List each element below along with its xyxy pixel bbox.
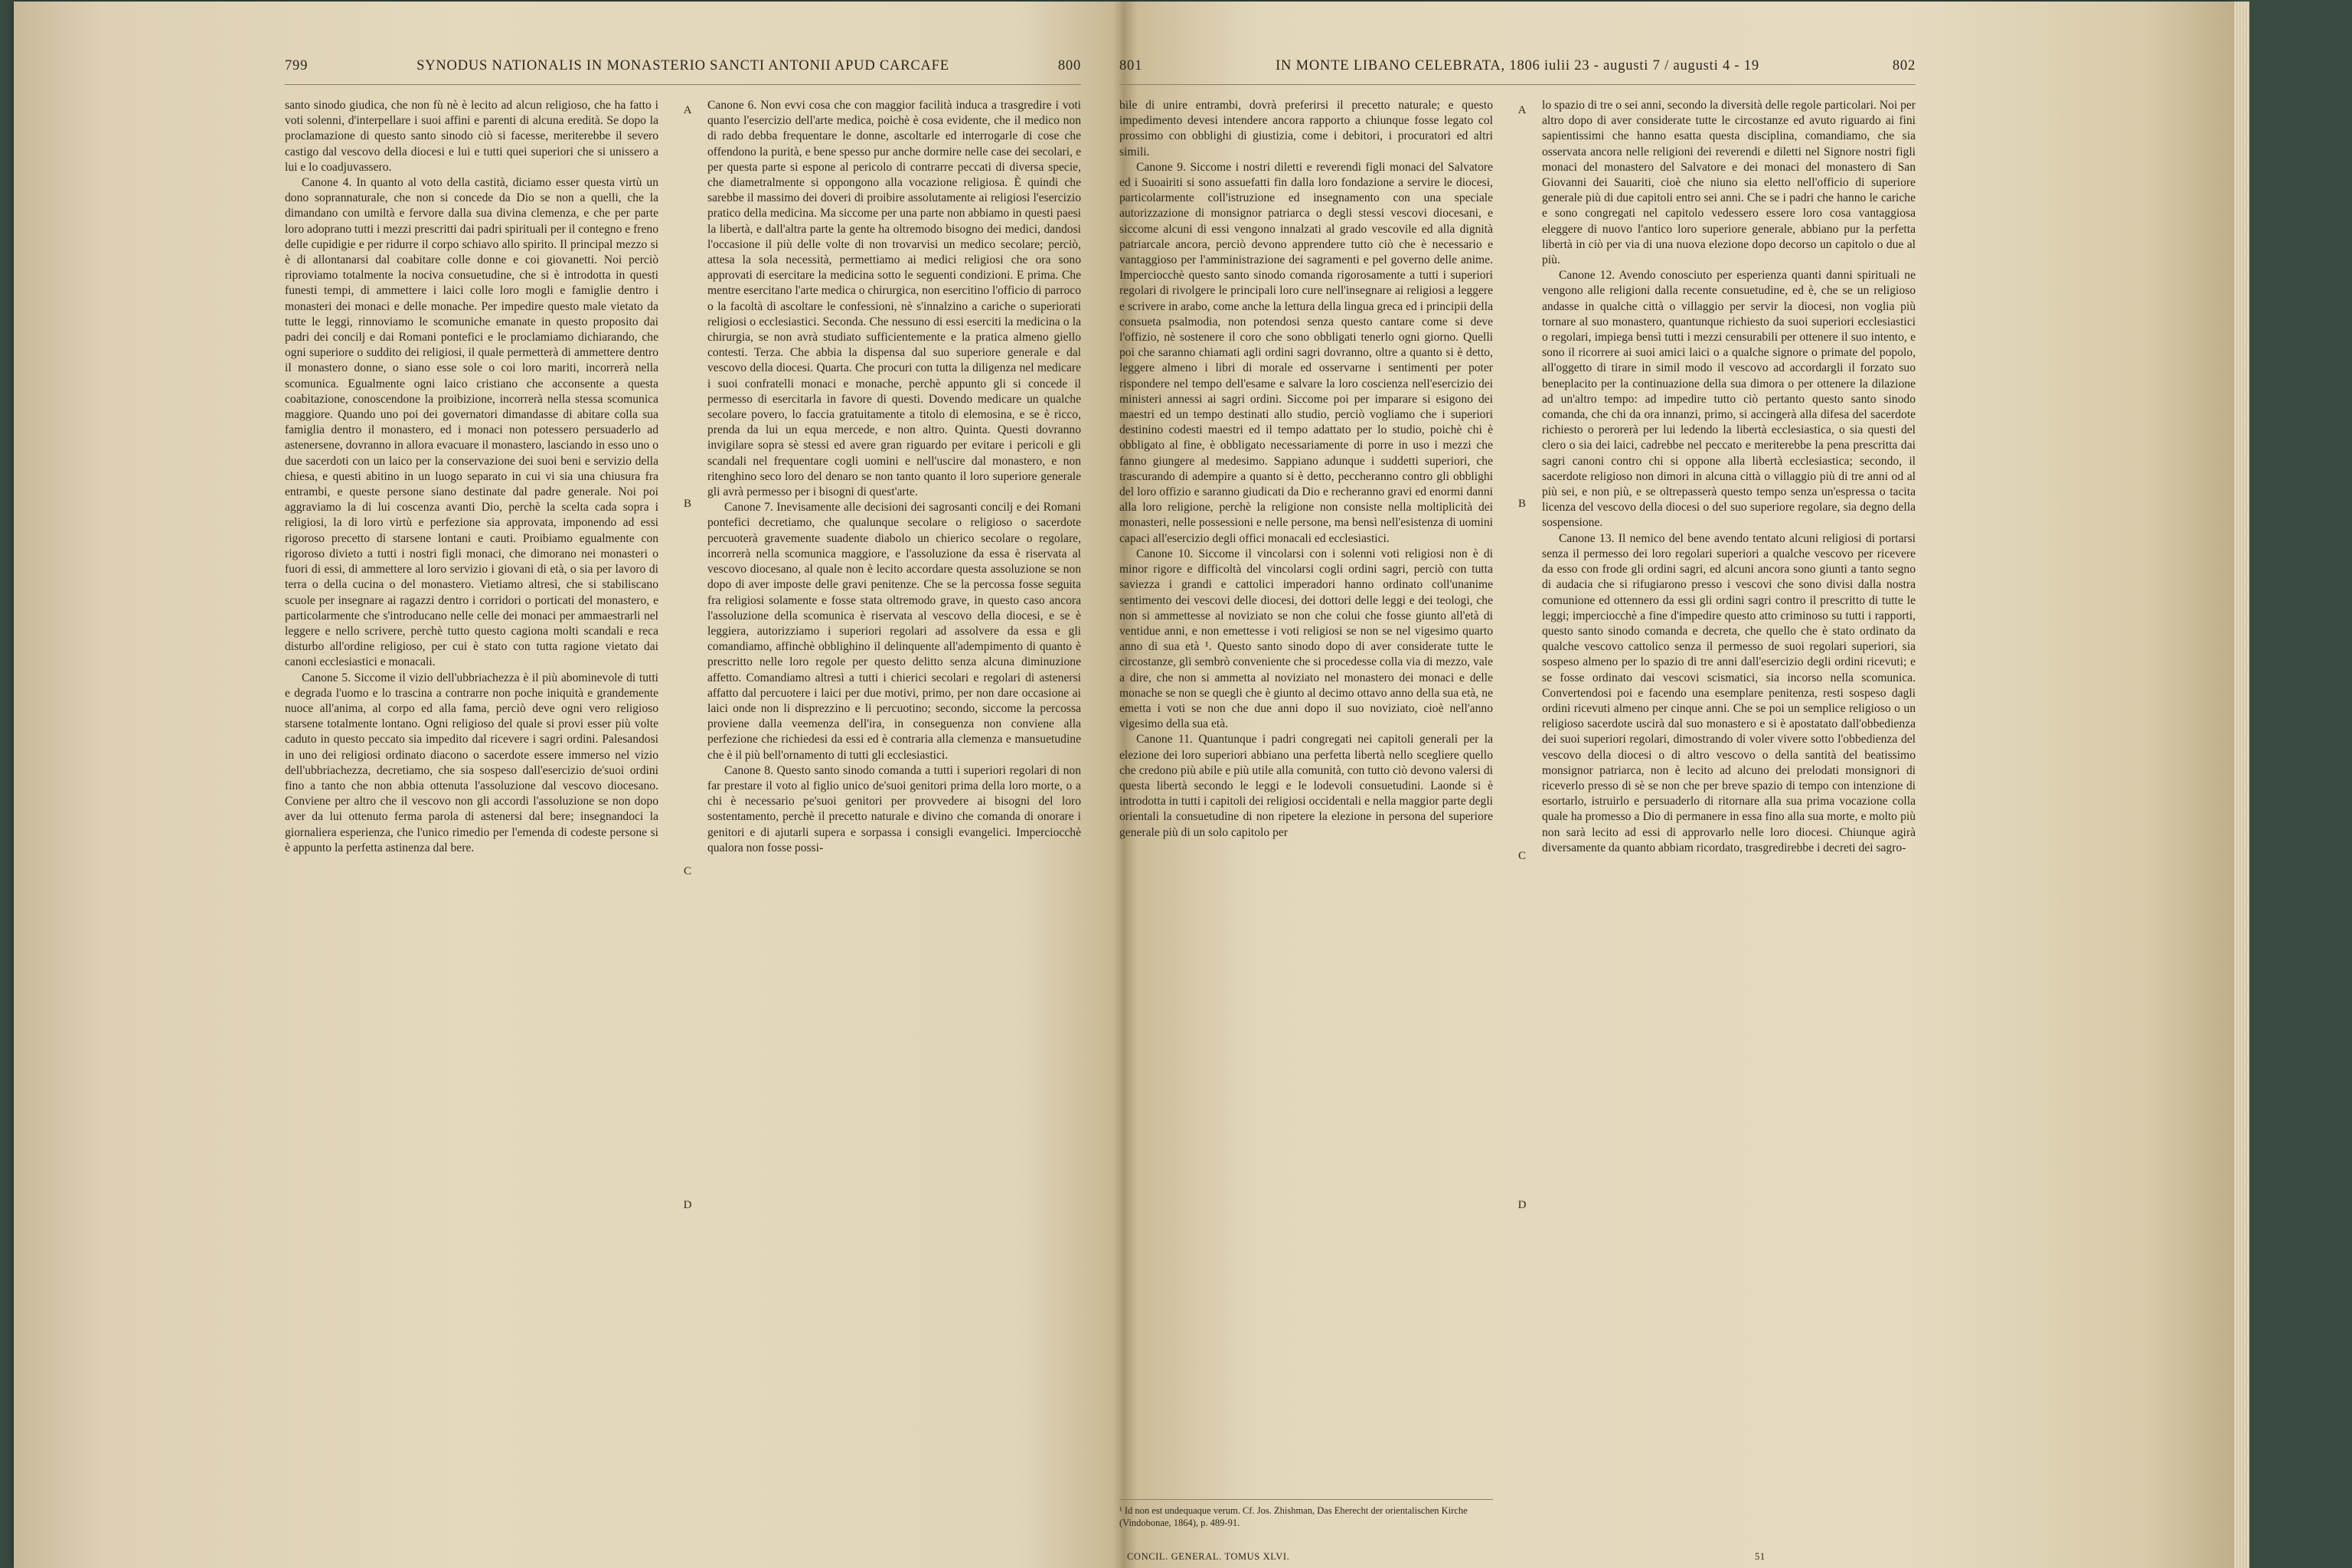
left-running-title: SYNODUS NATIONALIS IN MONASTERIO SANCTI ANTONII APUD CARCAFE	[416, 58, 949, 74]
paragraph: Canone 7. Inevisamente alle decisioni dei sagrosanti concilj e dei Romani pontefici decretiamo, che qualunque secolare o religioso o sacerdote percuoterà gravemente suadente diabolo un chierico secolare o regolare, incorrerà nella scomunica maggiore, e l'assoluzione da essa è riservata al vescovo diocesano, al quale non è lecito accordare questa assoluzione se non dopo di aver imposte delle gravi penitenze. Che se la percossa fosse seguita fra religiosi solamente e fosse stata oltremodo grave, in questo caso ancora l'assoluzione della scomunica è riservata al vescovo della diocesi, e se è leggiera, autorizziamo i superiori regolari ad assolvere da essa e gli comandiamo, affinchè obblighino il delinquente all'adempimento di quanto è prescritto nelle loro regole per questo delitto senza alcuna diminuzione affetto. Comandiamo altresì a tutti i chierici secolari e regolari di astenersi affatto dal percuotere i laici per due motivi, primo, per non dare occasione ai laici onde non li disprezzino e li percuotino; secondo, siccome la percossa proviene dalla veemenza dell'ira, in conseguenza non conviene alla perfezione che richiedesi da essi ed è contraria alla clemenza e mansuetudine che è il più bell'ornamento di tutti gli ecclesiastici.	[707, 501, 1081, 762]
margin-letter: B	[1517, 498, 1526, 510]
left-columns	[285, 98, 1081, 1568]
paragraph: santo sinodo giudica, che non fù nè è lecito ad alcun religioso, che ha fatto i voti solenni, d'interpellare i suoi affini e parenti di alcuna eredità. Se dopo la proclamazione di questo santo sinodo ciò si facesse, meriterebbe il severo castigo dal vescovo della diocesi e lui e tutti quei superiori che si unissero a lui e lo coadjuvassero.	[285, 99, 658, 174]
right-page-number-a: 801	[1119, 58, 1143, 74]
signature-number: 51	[1755, 1551, 1766, 1562]
left-page-number-b: 800	[1057, 58, 1081, 74]
paragraph: Canone 4. In quanto al voto della castità, diciamo esser questa virtù un dono soprannaturale, che non si concede da Dio se non a quelli, che la dimandano con umiltà e fervore dalla sua divina clemenza, e che per parte loro adoprano tutti i mezzi prescritti dai padri spirituali per il contegno e freno delle cupidigie e per ridurre il corpo schiavo allo spirito. Il principal mezzo si è di allontanarsi dal coabitare colle donne e coi giovanetti. Noi perciò riproviamo totalmente la nociva consuetudine, che si è introdotta in questi funesti tempi, di ammettere i laici colle loro mogli e famiglie dentro i monasteri dei monaci e delle monache. Per impedire questo male vietato da tutte le leggi, rinnoviamo le scomuniche emanate in questo proposito dai padri dei concilj e dai Romani pontefici e le proclamiamo dichiarando, che ogni superiore o suddito dei religiosi, il quale permetterà di ammettere dentro il monastero donne, o siano esse sole o coi loro mariti, incorrerà nella scomunica. Egualmente ogni laico cristiano che acconsente a questa coabitazione, conoscendone la proibizione, incorrerà nella stessa scomunica maggiore. Quando uno poi dei governatori dimandasse di abitare colla sua famiglia dentro il monastero, ed i monaci non potessero persuaderlo ad astenersene, dovranno in allora evacuare il monastero, lasciando in esso uno o due sacerdoti con un laico per la conservazione dei suoi beni e servizio della chiesa, e questi abitino in un luogo separato in cui vi sia una chiusura fra entrambi, e queste persone siano destinate dal padre generale. Noi poi aggraviamo la di lui coscenza avanti Dio, perchè la scelta cada sopra i religiosi, la di loro virtù e perfezione sia approvata, imponendo ad essi rigoroso precetto di starsene lontani e cauti. Proibiamo egualmente con rigoroso divieto a tutti i nostri figli monaci, che dimorano nei monasteri o fuori di essi, di ammettere al loro servizio i giovani di età, o sia per lavoro di terra o della cucina o del monastero. Vietiamo altresì, che si stabiliscano scuole per insegnare ai ragazzi dentro i corridori o porticati del monastero, e particolarmente che s'introducano nelle celle dei monaci per ammaestrarli nel leggere e nello scrivere, perchè tutto questo cagiona molti scandali e reca disturbo all'ordine religioso, per cui è stato con tutta ragione vietato dai canoni ecclesiastici e monacali.	[285, 176, 658, 669]
margin-letter: D	[683, 1199, 692, 1211]
paragraph: Canone 5. Siccome il vizio dell'ubbriachezza è il più abominevole di tutti e degrada l'uomo e lo trascina a contrarre non poche iniquità e grandemente nuoce all'anima, al corpo ed alla fama, perciò deve ogni vero religioso starsene totalmente lontano. Ogni religioso del quale si provi esser più volte caduto in questo peccato sia impedito dal ricevere i sagri ordini. Palesandosi in uno dei religiosi ordinato diacono o sacerdote essere immerso nel vizio dell'ubbriachezza, decretiamo, che sia sospeso dall'esercizio de'suoi ordini fino a tanto che non abbia ottenuta l'assoluzione dal vescovo diocesano. Conviene per altro che il vescovo non gli accordi l'assoluzione se non dopo aver da lui ottenuto ferma parola di astenersi dal bere; insegnandoci la giornaliera esperienza, che l'unico rimedio per l'emenda di codeste persone si è appunto la perfetta astinenza dal bere.	[285, 671, 658, 854]
margin-letter: C	[683, 865, 691, 877]
right-column-1	[1119, 98, 1493, 1484]
left-column-1	[285, 98, 658, 1568]
left-running-head	[285, 54, 1081, 85]
paragraph: lo spazio di tre o sei anni, secondo la diversità delle regole particolari. Noi per altro dopo di aver considerate tutte le circostanze ed avuto riguardo ai fini sapientissimi che hanno esatta questa disciplina, comandiamo, che sia osservata ancora nelle religioni dei reverendi e diletti nel Signore nostri figli monaci del monastero del Salvatore e dei monaci del monastero di San Giovanni dei Sauariti, cioè che niuno sia eletto nell'officio di superiore generale più di due capitoli entro sei anni. Che se i padri che hanno le cariche e sono congregati nel capitolo vedessero essere loro cosa vantaggiosa eleggere di nuovo l'antico loro superiore generale, abbiano pur la perfetta libertà in ciò per via di una nuova elezione dopo decorso un capitolo o due al più.	[1542, 99, 1916, 267]
right-page-number-b: 802	[1892, 58, 1916, 74]
left-column-2	[707, 98, 1081, 1568]
right-running-head	[1119, 54, 1916, 85]
right-columns	[1119, 98, 1916, 1568]
paragraph: Canone 6. Non evvi cosa che con maggior facilità induca a trasgredire i voti quanto l'esercizio dell'arte medica, poichè è cosa evidente, che il medico non di rado debba frequentare le donne, ascoltarle ed interrogarle di cose che offendono la purità, e bene spesso pur anche dormire nelle case dei secolari, e per questa parte si espone al pericolo di contrarre peccati di diversa specie, che diametralmente si oppongono alla vocazione religiosa. È quindi che sarebbe il massimo dei doveri di proibire assolutamente ai religiosi l'esercizio pratico della medicina. Ma siccome per una parte non abbiamo in questi paesi la libertà, e dall'altra parte la gente ha oltremodo bisogno dei medici, dandosi l'occasione il più delle volte di non trovarvisi un medico secolare; perciò, attesa la sola necessità, permettiamo ai medici religiosi che ora sono approvati di esercitare la medicina sotto le seguenti condizioni. E prima. Che mentre esercitano l'arte medica o chirurgica, non esercitino l'officio di parroco o la facoltà di ascoltare le confessioni, nè s'innalzino a cariche o superiorati religiosi o ecclesiastici. Seconda. Che nessuno di essi eserciti la medicina o la chirurgia, se non avrà studiato sufficientemente e la pratica almeno giello contesti. Terza. Che abbia la dispensa dal suo superiore generale e dal vescovo della diocesi. Quarta. Che procuri con tutta la diligenza nel medicare i suoi confratelli monaci e monache, perchè appunto gli si concede il permesso di esercitarla in favore di questi. Dovendo medicare un qualche secolare povero, lo faccia gratuitamente a titolo di elemosina, e se è ricco, prenda da lui un equa mercede, e non altro. Quinta. Questi dovranno invigilare sopra sè stessi ed avere gran riguardo per evitare i pericoli e gli scandali nel frequentare cogli uomini e nell'uscire dal monastero, e non ritenghino seco loro del denaro se non tanto quanto il loro superiore generale gli avrà permesso per i bisogni di quest'arte.	[707, 99, 1081, 499]
margin-letter: B	[683, 498, 691, 510]
right-running-title: IN MONTE LIBANO CELEBRATA, 1806 iulii 23 - augusti 7 / augusti 4 - 19	[1276, 58, 1759, 74]
paragraph: Canone 10. Siccome il vincolarsi con i solenni voti religiosi non è di minor rigore e difficoltà del vincolarsi cogli ordini sagri, perciò con tutta saviezza i grandi e cattolici imperadori hanno ordinato coll'unanime sentimento dei vescovi delle diocesi, dei dottori delle leggi e dei teologi, che non si ammettesse al noviziato se non che colui che fosse giunto all'età di ventidue anni, e non emettesse i voti religiosi se non se nel vigesimo quarto anno di sua età ¹. Questo santo sinodo dopo di aver considerate tutte le circostanze, gli sembrò conveniente che si procedesse colla via di mezzo, vale a dire, che non si ammetta al noviziato nel monastero dei monaci e delle monache se non se quegli che è giunto al decimo ottavo anno della sua età, ne emetta i voti se non che due anni dopo il suo noviziato, cioè nell'anno vigesimo della sua età.	[1119, 547, 1493, 731]
footnote: ¹ Id non est undequaque verum. Cf. Jos. Zhishman, Das Eherecht der orientalischen Kirche (Vindobonae, 1864), p. 489-91.	[1119, 1499, 1493, 1529]
paragraph: Canone 13. Il nemico del bene avendo tentato alcuni religiosi di portarsi senza il permesso dei loro regolari superiori a qualche vescovo per ricevere da esso con frode gli ordini sagri, ed alcuni ancora sono giunti a tanto segno di audacia che si rifugiarono presso i vescovi che sono divisi dalla nostra comunione ed ottennero da essi gli ordini sagri contro il prescritto di tutte le leggi; imperciocchè a fine d'impedire questo atto criminoso su tutti i rapporti, questo santo sinodo comanda e decreta, che quello che è stato ordinato da qualche vescovo cattolico senza il permesso de suoi regolari superiori, sia sospeso almeno per lo spazio di tre anni dall'esercizio degli ordini ricevuti; e se fosse ordinato dai vescovi scismatici, sia incorso nella scomunica. Convertendosi poi e facendo una esemplare penitenza, resti sospeso dagli ordini ricevuti almeno per cinque anni. Che se poi un semplice religioso o un religioso sacerdote uscirà dal suo monastero e si è apostatato dall'obbedienza dei suoi superiori regolari, dimostrando di voler vivere sotto l'obbedienza del vescovo della diocesi o di altro vescovo o della santità del beatissimo monsignor patriarca, non è lecito ad alcuno dei prelodati monsignori di riceverlo presso di sè se non che per breve spazio di tempo con intenzione di esortarlo, istruirlo e persuaderlo di ritornare alla sua prima vocazione colla quale ha promesso a Dio di permanere in essa fino alla sua morte, e molto più non sarà lecito ad essi di approvarlo nelle loro diocesi. Chiunque agirà diversamente da quanto abbiam ricordato, trasgredirebbe i decreti dei sagro-	[1542, 531, 1916, 854]
right-page	[1119, 54, 1916, 1562]
margin-letter: A	[683, 104, 692, 116]
paragraph: Canone 8. Questo santo sinodo comanda a tutti i superiori regolari di non far prestare il voto al figlio unico de'suoi genitori prima della loro morte, o a chi è necessario pe'suoi genitori per provvedere ai bisogni del loro sostentamento, perchè il precetto naturale e divino che comanda di onorare i genitori e di ajutarli supera e sorpassa i consigli evangelici. Imperciocchè qualora non fosse possi-	[707, 763, 1081, 854]
paragraph: Canone 11. Quantunque i padri congregati nei capitoli generali per la elezione dei loro superiori abbiano una perfetta libertà nello scegliere quello che credono più abile e più utile alla comunità, con tutto ciò devono valersi di questa libertà secondo le leggi e le lodevoli consuetudini. Laonde si è introdotta in tutti i capitoli dei religiosi occidentali e nella maggior parte degli orientali la consuetudine di non ripetere la elezione in persona del superiore generale più di un solo capitolo per	[1119, 733, 1493, 839]
paragraph: Canone 12. Avendo conosciuto per esperienza quanti danni spirituali ne vengono alle religioni dalla recente consuetudine, ed è, che se un religioso andasse in qualche città o villaggio per servir la diocesi, non voglia più tornare al suo monastero, quantunque richiesto da suoi superiori ecclesiastici o regolari, impiega bensì tutti i mezzi censurabili per ottenere il suo intento, e sono il ricorrere ai suoi amici laici o a qualche signore o primate del popolo, all'oggetto di tirare in simil modo il vescovo ad accordargli il forzato suo beneplacito per la continuazione della sua dimora o per ottenere la dilazione ad un'altro tempo: ad impedire tutto ciò pertanto questo santo sinodo comanda, che chi da ora innanzi, primo, si accingerà alla difesa del sacerdote richiesto o perorerà per lui ledendo la libertà ecclesiastica, o sia questi del clero o sia dei laici, cadrebbe nel peccato e meriterebbe la pena prescritta dai sagri canoni contro chi si oppone alla libertà ecclesiastica; secondo, il sacerdote religioso non dimori in alcuna città o villaggio più di tre anni od al più sei, e non più, e se oltrepasserà questo tempo senza un'espressa o tacita licenza del vescovo della diocesi o del suo superiore regolare, sia degno della sospensione.	[1542, 269, 1916, 530]
paragraph: bile di unire entrambi, dovrà preferirsi il precetto naturale; e questo impedimento devesi intendere ancora rapporto a chiunque fosse legato col prossimo con obblighi di giustizia, come i debitori, i procuratori ed altri simili.	[1119, 99, 1493, 158]
page-edges	[2234, 2, 2249, 1568]
right-column-2	[1542, 98, 1916, 1568]
margin-letter: A	[1517, 104, 1527, 116]
paragraph: Canone 9. Siccome i nostri diletti e reverendi figli monaci del Salvatore ed i Suoairiti si sono assuefatti fin dalla loro fondazione a servire le diocesi, particolarmente coll'istruzione ed insegnamento con una speciale autorizzazione di monsignor patriarca o degli stessi vescovi diocesani, e siccome alcuni di essi vengono innalzati al grado vescovile ed alla dignità patriarcale ancora, perciò devono apprendere tutto ciò che è necessario e vantaggioso per l'amministrazione dei sagramenti e pel governo delle anime. Imperciocchè questo santo sinodo comanda rigorosamente a tutti i superiori regolari di rivolgere le principali loro cure nell'insegnare ai religiosi a leggere e scrivere in arabo, come anche la lettura della lingua greca ed i principii della consueta psalmodia, non potendosi senza questo cantare come si deve l'offizio, nè sostenere il coro che sono obbligati tenerlo ogni giorno. Quelli poi che saranno chiamati agli ordini sagri dovranno, oltre a quanto si è detto, leggere almeno i libri di morale ed osservarne i sentimenti per poter rispondere nel tempo dell'esame e salvare la loro coscienza nell'esercizio dei ministeri annessi ai sagri ordini. Siccome poi per imparare si esigono dei maestri ed un tempo destinati allo studio, perciò vogliamo che i superiori destinino codesti maestri ed il tempo adattato per lo studio, poichè chi è obbligato al fine, è obbligato necessariamente di porre in uso i mezzi che fanno giungere al medesimo. Sappiano adunque i suddetti superiori, che trascurando di adempire a quanto si è detto, peccheranno contro gli obblighi del loro offizio e saranno giudicati da Dio e recheranno gravi ed enormi danni alla loro religione, perchè la religione non consiste nella moltiplicità dei monasteri, nelle possessioni e nelle persone, ma bensì nell'esistenza di uomini capaci all'esercizio degli offici monacali ed ecclesiastici.	[1119, 160, 1493, 545]
left-page	[285, 54, 1081, 1211]
margin-letter: C	[1517, 850, 1526, 862]
left-page-number-a: 799	[285, 58, 309, 74]
signature-mark: CONCIL. GENERAL. TOMUS XLVI.	[1127, 1551, 1290, 1562]
margin-letter: D	[1517, 1199, 1527, 1211]
